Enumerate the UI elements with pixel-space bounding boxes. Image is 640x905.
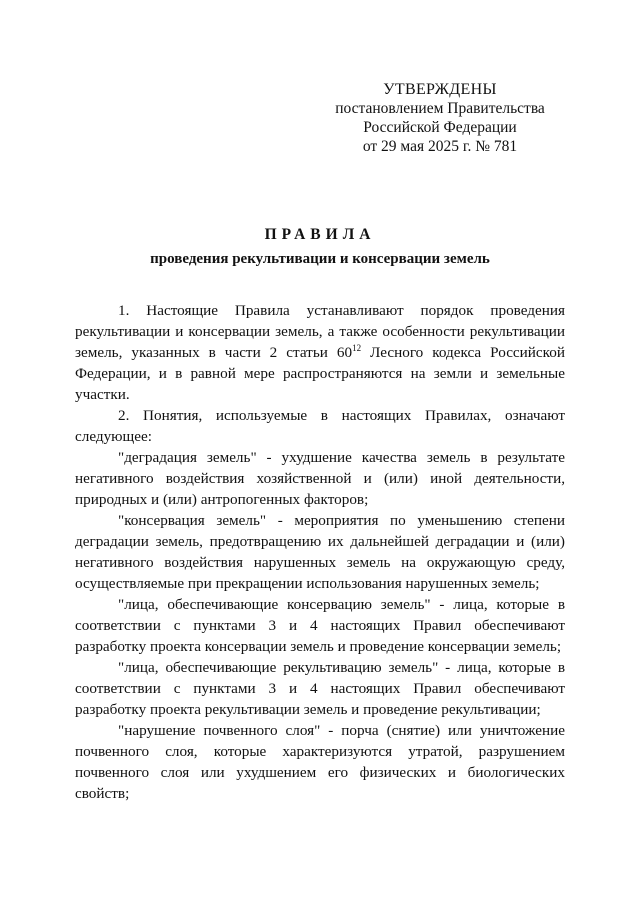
- article-superscript: 12: [352, 343, 362, 353]
- approval-line: постановлением Правительства: [335, 100, 545, 117]
- approval-heading: УТВЕРЖДЕНЫ: [383, 81, 497, 98]
- document-title: ПРАВИЛА: [264, 226, 376, 243]
- document-body: [75, 300, 565, 804]
- approval-line: Российской Федерации: [363, 119, 517, 136]
- definition-land-conservation: "консервация земель" - мероприятия по уменьшению степени деградации земель, предотвращению их дальнейшей деградации и (или) негативного воздействия нарушенных земель на окружающую среду, осуществляемые при прекращении использования нарушенных земель;: [75, 512, 565, 592]
- definition-soil-disturbance: "нарушение почвенного слоя" - порча (снятие) или уничтожение почвенного слоя, которые характеризуются утратой, разрушением почвенного слоя или ухудшением его физических и биологических свойств;: [75, 722, 565, 802]
- paragraph-1: [75, 300, 565, 405]
- paragraph-2: 2. Понятия, используемые в настоящих Правилах, означают следующее:: [75, 407, 565, 445]
- definition-land-degradation: "деградация земель" - ухудшение качества земель в результате негативного воздействия хозяйственной и (или) иной деятельности, природных и (или) антропогенных факторов;: [75, 449, 565, 508]
- approval-block: [320, 80, 560, 156]
- paragraph-1-text-cont: Лесного кодекса Российской Федерации, и в равной мере распространяются на земли и земельные участки.: [75, 344, 565, 403]
- document-subtitle: проведения рекультивации и консервации земель: [150, 251, 490, 267]
- approval-date-line: от 29 мая 2025 г. № 781: [362, 138, 518, 155]
- definition-conservation-parties: "лица, обеспечивающие консервацию земель" - лица, которые в соответствии с пунктами 3 и 4 настоящих Правил обеспечивают разработку проекта консервации земель и проведение консервации земель;: [75, 596, 565, 655]
- paragraph-1-text: 1. Настоящие Правила устанавливают порядок проведения рекультивации и консервации земель, а также особенности рекультивации земель, указанных в части 2 статьи 60: [75, 302, 565, 361]
- definition-reclamation-parties: "лица, обеспечивающие рекультивацию земель" - лица, которые в соответствии с пунктами 3 и 4 настоящих Правил обеспечивают разработку проекта рекультивации земель и проведение рекультивации;: [75, 659, 565, 718]
